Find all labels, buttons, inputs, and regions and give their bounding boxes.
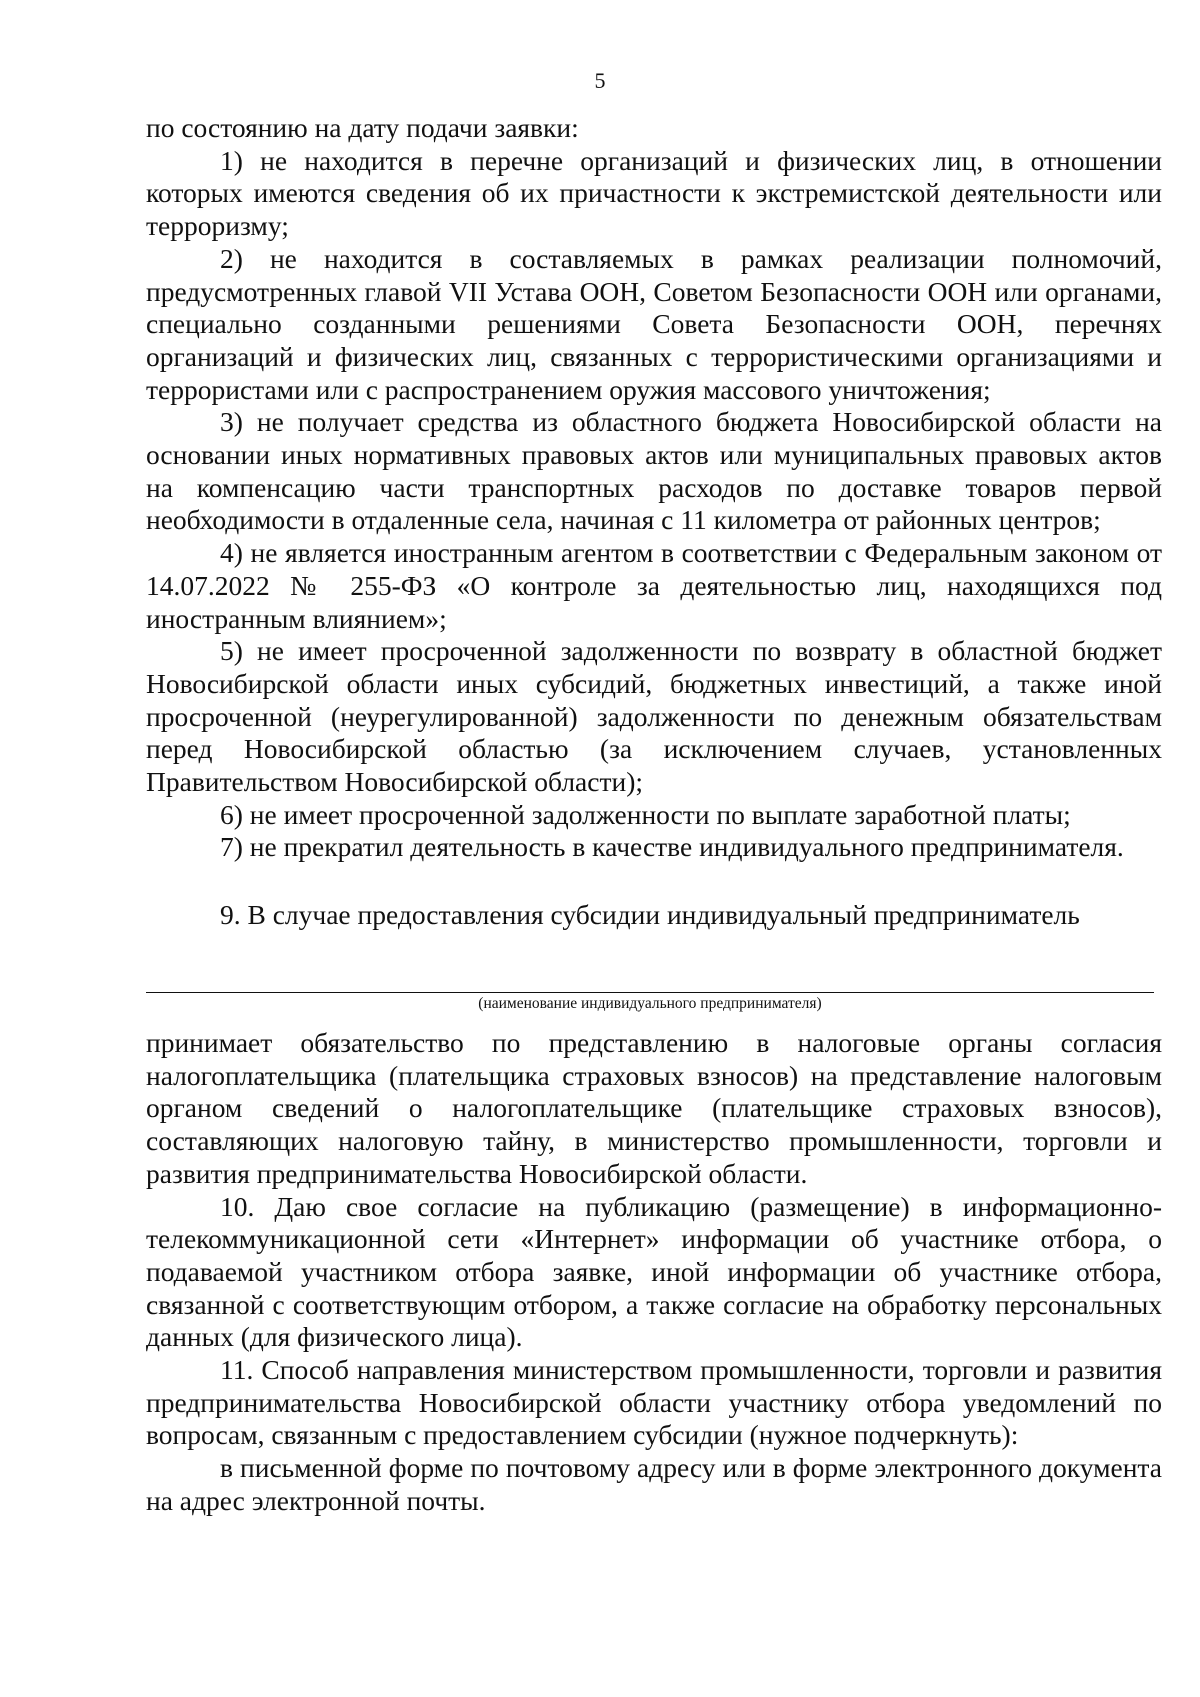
fill-in-caption: (наименование индивидуального предпринимателя) <box>478 995 822 1012</box>
paragraph-item-3: 3) не получает средства из областного бюджета Новосибирской области на основании иных нормативных правовых актов или муниципальных правовых актов на компенсацию части транспортных расходов по доставке товаров первой необходимости в отдаленные села, начиная с 11 километра от районных центров; <box>146 406 1162 536</box>
paragraph-section-11: 11. Способ направления министерством промышленности, торговли и развития предпринимательства Новосибирской области участнику отбора уведомлений по вопросам, связанным с предоставлением субсидии (нужное подчеркнуть): <box>146 1354 1162 1451</box>
paragraph-section-10: 10. Даю свое согласие на публикацию (размещение) в информационно-телекоммуникационной сети «Интернет» информации об участнике отбора, о подаваемой участником отбора заявке, иной информации об участнике отбора, связанной с соответствующим отбором, а также согласие на обработку персональных данных (для физического лица). <box>146 1190 1162 1353</box>
page-number: 5 <box>594 68 606 93</box>
paragraph-section-9: 9. В случае предоставления субсидии индивидуальный предприниматель <box>220 899 1080 931</box>
paragraph-item-5: 5) не имеет просроченной задолженности по возврату в областной бюджет Новосибирской области иных субсидий, бюджетных инвестиций, а также иной просроченной (неурегулированной) задолженности по денежным обязательствам перед Новосибирской областью (за исключением случаев, установленных Правительством Новосибирской области); <box>146 635 1162 798</box>
paragraph-intro: по состоянию на дату подачи заявки: <box>146 112 579 143</box>
paragraph-item-4: 4) не является иностранным агентом в соответствии с Федеральным законом от 14.07.2022 № 255-ФЗ «О контроле за деятельностью лиц, находящихся под иностранным влиянием»; <box>146 537 1162 634</box>
paragraph-section-9-continued: принимает обязательство по представлению в налоговые органы согласия налогоплательщика (плательщика страховых взносов) на представление налоговым органом сведений о налогоплательщике (плательщике страховых взносов), составляющих налоговую тайну, в министерство промышленности, торговли и развития предпринимательства Новосибирской области. <box>146 1027 1162 1189</box>
main-text-upper <box>146 112 1162 932</box>
paragraph-item-6: 6) не имеет просроченной задолженности по выплате заработной платы; <box>220 798 1071 830</box>
main-text-lower <box>146 1027 1162 1518</box>
paragraph-delivery-method: в письменной форме по почтовому адресу или в форме электронного документа на адрес электронной почты. <box>146 1452 1162 1516</box>
paragraph-item-7: 7) не прекратил деятельность в качестве индивидуального предпринимателя. <box>220 831 1124 863</box>
fill-in-line <box>146 992 1154 993</box>
paragraph-item-1: 1) не находится в перечне организаций и физических лиц, в отношении которых имеются сведения об их причастности к экстремистской деятельности или терроризму; <box>146 144 1162 242</box>
paragraph-item-2: 2) не находится в составляемых в рамках реализации полномочий, предусмотренных главой VII Устава ООН, Советом Безопасности ООН или органами, специально созданными решениями Совета Безопасности ООН, перечнях организаций и физических лиц, связанных с террористическими организациями и террористами или с распространением оружия массового уничтожения; <box>146 242 1162 405</box>
